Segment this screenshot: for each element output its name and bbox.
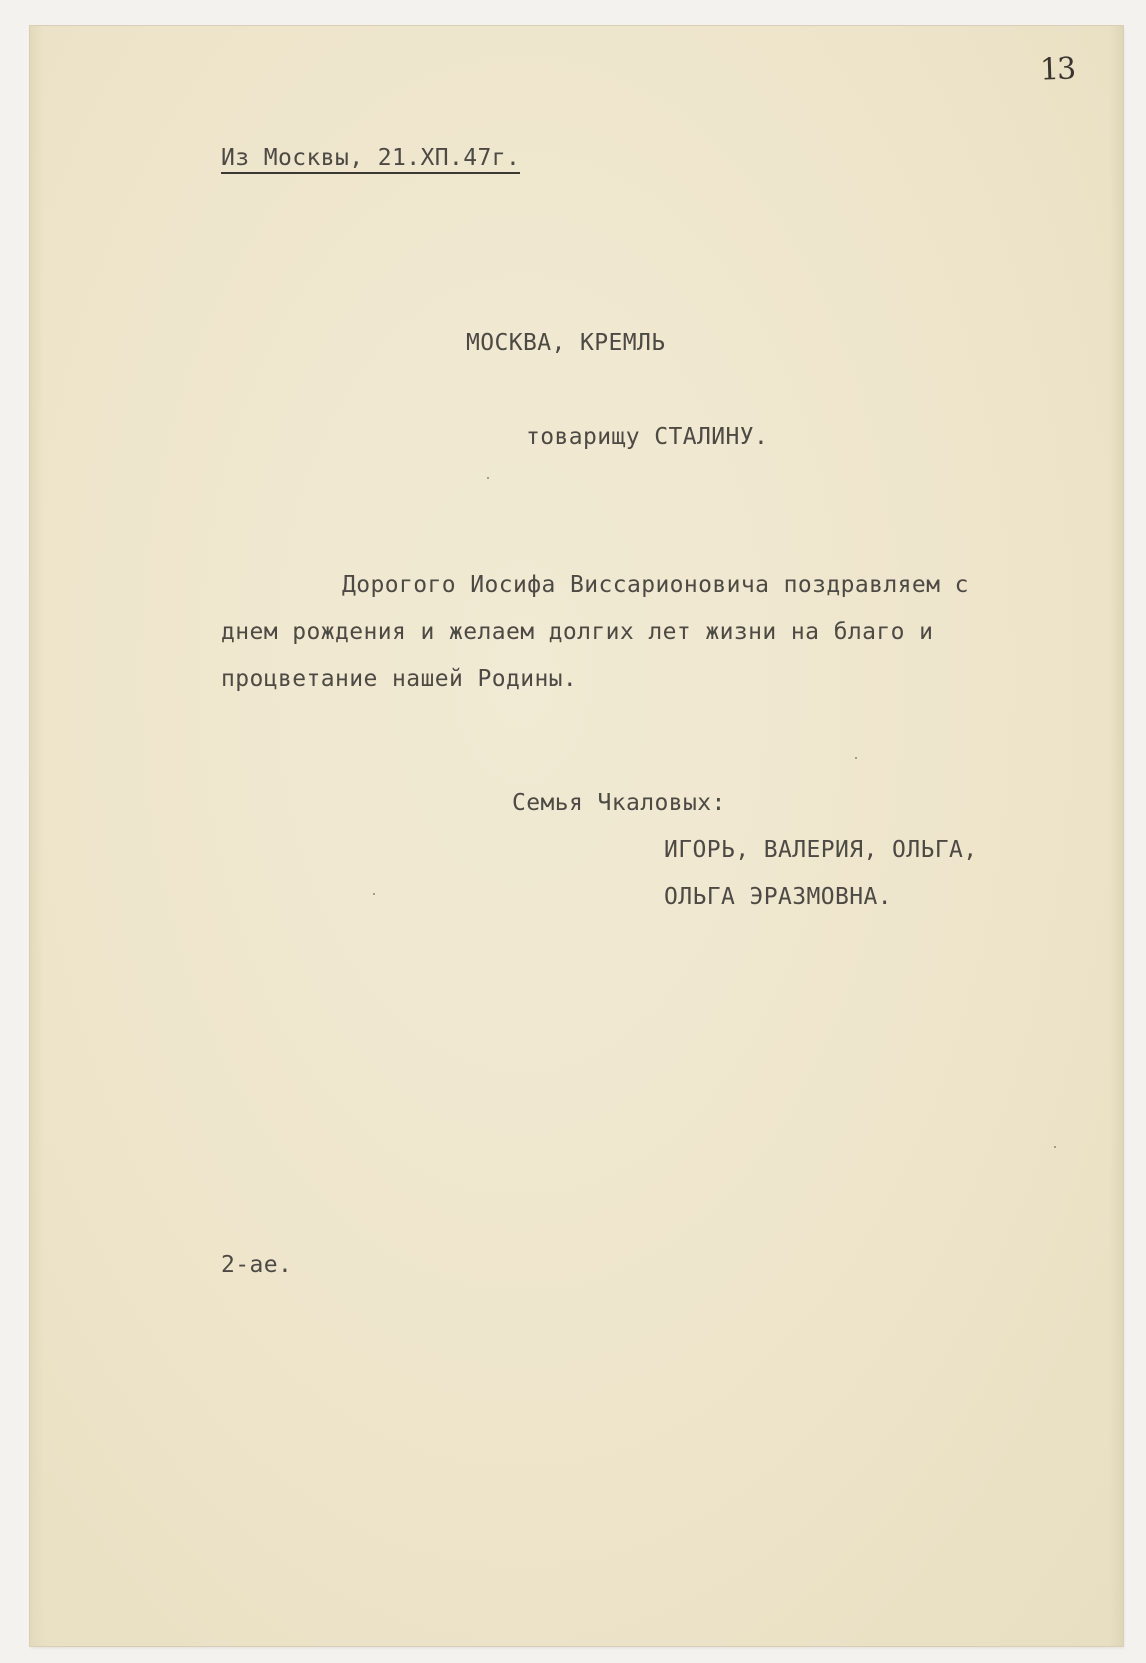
signature-line: ИГОРЬ, ВАЛЕРИЯ, ОЛЬГА, — [664, 837, 978, 863]
body-line: днем рождения и желаем долгих лет жизни на благо и — [221, 619, 934, 645]
body-line: Дорогого Иосифа Виссарионовича поздравляем с — [342, 572, 969, 598]
body-line: процветание нашей Родины. — [221, 666, 578, 692]
sheet-left-edge — [30, 26, 44, 1646]
signature-line: ОЛЬГА ЭРАЗМОВНА. — [664, 884, 892, 910]
footnote: 2-ае. — [221, 1252, 293, 1278]
paper-speck — [373, 893, 375, 895]
signature-intro: Семья Чкаловых: — [512, 790, 726, 816]
document-header — [221, 143, 520, 173]
header-text: Из Москвы, 21.ХП.47г. — [221, 145, 520, 174]
paper-speck — [855, 757, 857, 759]
address-line: МОСКВА, КРЕМЛЬ — [466, 330, 666, 356]
sheet-right-edge — [1109, 26, 1123, 1646]
recipient-line: товарищу СТАЛИНУ. — [526, 424, 769, 450]
handwritten-page-number: 13 — [1039, 51, 1075, 88]
paper-speck — [487, 477, 489, 479]
paper-speck — [1054, 1146, 1056, 1148]
